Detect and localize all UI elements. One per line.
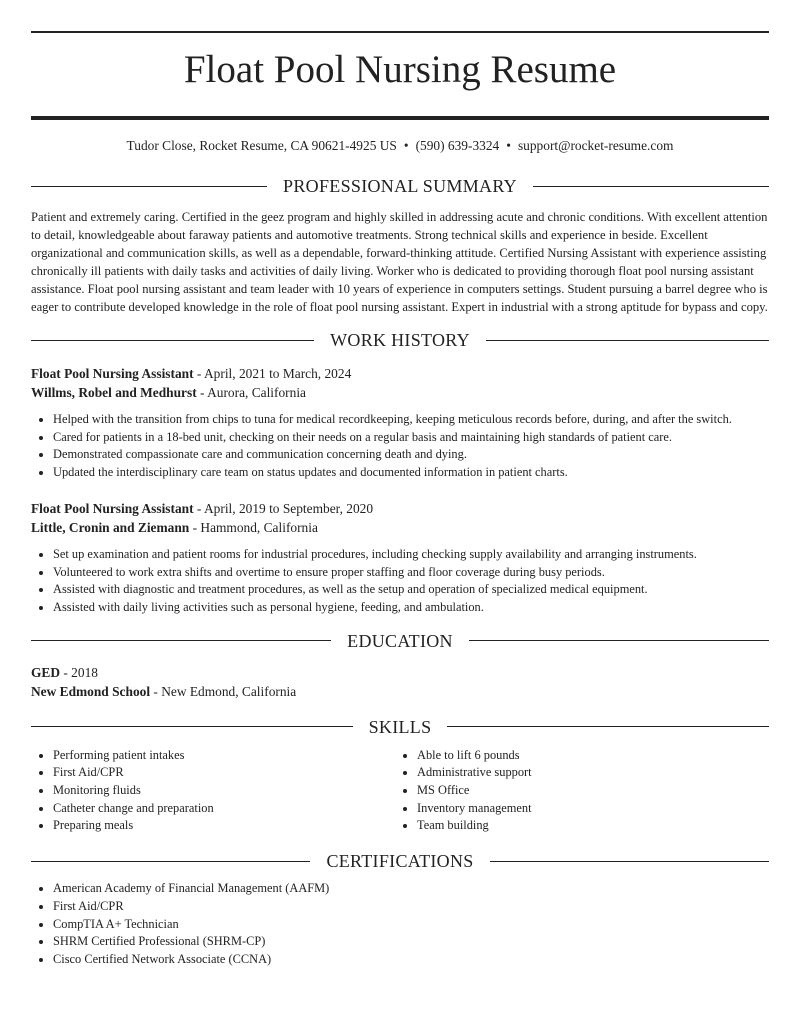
section-header-summary: [31, 176, 769, 196]
list-item: • Team building: [417, 817, 759, 835]
list-item: • CompTIA A+ Technician: [53, 916, 769, 934]
section-title-certifications: CERTIFICATIONS: [326, 851, 474, 872]
job-company-line: [31, 383, 769, 402]
job-location: - Hammond, California: [189, 519, 318, 535]
title-double-rule: [31, 116, 769, 120]
divider: [490, 861, 769, 862]
education-year: - 2018: [60, 664, 98, 680]
job-dates: - April, 2019 to September, 2020: [193, 500, 374, 516]
list-item: • Catheter change and preparation: [53, 800, 395, 818]
job-entry: [31, 499, 769, 617]
list-item: • MS Office: [417, 782, 759, 800]
section-title-work: WORK HISTORY: [330, 330, 470, 350]
list-item: • Volunteered to work extra shifts and overtime to ensure proper staffing and floor coverage during busy periods.: [53, 564, 769, 582]
list-item: • First Aid/CPR: [53, 898, 769, 916]
section-header-certifications: [31, 851, 769, 871]
list-item: • Administrative support: [417, 764, 759, 782]
list-item: • Performing patient intakes: [53, 747, 395, 765]
education-school: New Edmond School: [31, 683, 151, 699]
divider: [31, 186, 267, 187]
list-item: • Demonstrated compassionate care and communication concerning death and dying.: [53, 446, 769, 464]
top-rule: [31, 31, 769, 33]
job-role: Float Pool Nursing Assistant: [31, 500, 194, 516]
job-entry: [31, 364, 769, 482]
contact-line: [31, 138, 769, 154]
job-title-line: [31, 499, 769, 518]
divider: [31, 640, 331, 641]
list-item: • Cisco Certified Network Associate (CCNA): [53, 951, 769, 969]
list-item: • Assisted with diagnostic and treatment procedures, as well as the setup and operation of specialized medical equipment.: [53, 581, 769, 599]
job-title-line: [31, 364, 769, 383]
summary-paragraph: Patient and extremely caring. Certified in the geez program and highly skilled in addressing acute and chronic conditions. With excellent attention to detail, knowledgeable about faraway patients and automotive treatments. Strong technical skills and experience in beside. Excellent organizational and communication skills, as well as a dependable, forward-thinking attitude. Certified Nursing Assistant with experience assisting chronically ill patients with daily tasks and activities of daily living. Worker who is dedicated to providing thorough float pool nursing assistant assistance. Float pool nursing assistant and team leader with 10 years of experience in computers settings. Student pursuing a barrel degree who is eager to contribute developed knowledge in the role of float pool nursing assistant. Expert in industrial with a strong aptitude for bypass and copy.: [31, 210, 768, 314]
list-item: • Helped with the transition from chips to tuna for medical recordkeeping, keeping meticulous records before, during, and after the switch.: [53, 411, 769, 429]
contact-separator: •: [403, 138, 409, 153]
list-item: • Assisted with daily living activities such as personal hygiene, feeding, and ambulation.: [53, 599, 769, 617]
job-dates: - April, 2021 to March, 2024: [193, 366, 352, 381]
divider: [533, 186, 769, 187]
divider: [31, 861, 310, 862]
contact-address: Tudor Close, Rocket Resume, CA 90621-4925 US: [126, 138, 397, 153]
list-item: • Inventory management: [417, 800, 759, 818]
skills-list-right: [395, 747, 759, 836]
job-company-line: [31, 518, 769, 537]
section-header-education: [31, 631, 769, 651]
job-location: - Aurora, California: [196, 385, 306, 400]
list-item: • Preparing meals: [53, 817, 395, 835]
list-item: • American Academy of Financial Management (AAFM): [53, 880, 769, 898]
job-company: Little, Cronin and Ziemann: [31, 519, 190, 535]
education-school-line: [31, 682, 769, 701]
skills-list-left: [31, 747, 395, 836]
divider: [469, 640, 769, 641]
job-duties: [31, 411, 769, 482]
job-duties: [31, 546, 769, 617]
divider: [486, 340, 769, 341]
section-title-education: EDUCATION: [347, 630, 453, 651]
list-item: • SHRM Certified Professional (SHRM-CP): [53, 933, 769, 951]
contact-phone: (590) 639-3324: [415, 138, 500, 153]
certifications-list: [31, 880, 769, 969]
list-item: • Set up examination and patient rooms for industrial procedures, including checking supply availability and arranging instruments.: [53, 546, 769, 564]
list-item: • Cared for patients in a 18-bed unit, checking on their needs on a regular basis and maintaining high standards of patient care.: [53, 429, 769, 447]
section-title-skills: SKILLS: [368, 716, 432, 737]
education-degree: GED: [31, 664, 61, 680]
section-header-skills: [31, 717, 769, 737]
job-company: Willms, Robel and Medhurst: [31, 385, 197, 400]
job-role: Float Pool Nursing Assistant: [31, 366, 194, 381]
education-location: - New Edmond, California: [150, 683, 297, 699]
list-item: • Monitoring fluids: [53, 782, 395, 800]
education-degree-line: [31, 663, 769, 682]
contact-email[interactable]: support@rocket-resume.com: [517, 138, 674, 153]
section-title-summary: PROFESSIONAL SUMMARY: [283, 176, 517, 196]
section-header-work: [31, 330, 769, 350]
education-entry: [31, 663, 769, 701]
skills-columns: [31, 747, 769, 836]
contact-separator: •: [506, 138, 511, 153]
list-item: • Updated the interdisciplinary care team on status updates and documented information in patient charts.: [53, 464, 769, 482]
resume-title: Float Pool Nursing Resume: [183, 48, 617, 91]
divider: [447, 726, 769, 727]
list-item: • Able to lift 6 pounds: [417, 747, 759, 765]
list-item: • First Aid/CPR: [53, 764, 395, 782]
divider: [31, 726, 353, 727]
divider: [31, 340, 314, 341]
